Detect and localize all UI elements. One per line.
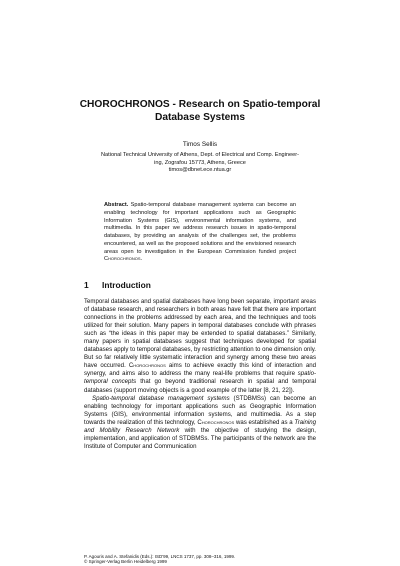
abstract-label: Abstract.	[104, 202, 129, 208]
citation-line-1: P. Agouris and A. Stefanidis (Eds.): ISD'99, LNCS 1737, pp. 308–316, 1999.	[84, 554, 236, 559]
body-p2-emphasis-2: Training and Mobility Research Network	[84, 418, 316, 434]
body-p1-emphasis: spatio-temporal concepts	[84, 370, 316, 386]
body-p1-text-c: that go beyond traditional research in spatial and temporal databases (support moving objects is a good example of the latter [8, 21, 22]).	[84, 378, 316, 394]
body-p2-text-a: (STDBMSs) can become an enabling technology for important applications such as Geographic Information Systems (GIS), environmental information systems, and multimedia. As a step towards the realization of this technology,	[84, 394, 316, 426]
section-number: 1	[84, 280, 89, 290]
abstract-text: Spatio-temporal database management systems can become an enabling technology for important applications such as Geographic Information Systems (GIS), environmental information systems, and multimedia. In this paper we address research issues in spatio-temporal databases, by providing an analysis of the challenges set, the problems encountered, as well as the proposed solutions and the envisioned research areas open to investigation in the European Commission funded project	[104, 202, 296, 255]
affiliation-line-2: ing, Zografou 15773, Athens, Greece	[154, 159, 246, 166]
body-p2-text-c: with the objective of studying the design, implementation, and application of STDBMSs. The participants of the network are the Institute of Computer and Communication	[84, 426, 316, 450]
copyright-line: © Springer-Verlag Berlin Heidelberg 1999	[84, 559, 167, 565]
citation-footer	[84, 554, 316, 565]
body-p2-text-b: was established as a	[234, 418, 295, 426]
abstract	[104, 202, 296, 264]
author-name: Timos Sellis	[182, 141, 218, 148]
abstract-end: .	[140, 256, 143, 263]
section-heading	[84, 280, 151, 290]
paper-title	[60, 98, 340, 124]
body-p1-text-a: Temporal databases and spatial databases have long been separate, important areas of database research, and researchers in both areas have felt that there are important connections in the problems addressed by each area, and the techniques and tools utilized for their solution. Many papers in temporal databases conclude with phrases such as “the ideas in this paper may be extended to spatial databases.” Similarly, many papers in spatial databases suggest that techniques developed for spatial databases apply to temporal databases, by restricting attention to one dimension only. But so far relatively little systematic interaction and synergy among these two areas have occurred.	[84, 298, 316, 370]
section-title: Introduction	[102, 280, 151, 290]
body-paragraph-2	[84, 395, 316, 451]
body-paragraph-1	[84, 298, 316, 395]
body-p1-text-b: aims to achieve exactly this kind of interaction and synergy, and aims also to address the many real-life problems that require	[84, 362, 316, 378]
affiliation-line-1: National Technical University of Athens, Dept. of Electrical and Comp. Engineer-	[101, 152, 299, 158]
paper-title-line-1: CHOROCHRONOS - Research on Spatio-temporal	[79, 99, 321, 110]
body-p2-project-name: Chorochronos	[197, 418, 235, 426]
body-p1-project-name: Chorochronos	[128, 362, 166, 370]
author-email: timos@dbnet.ece.ntua.gr	[168, 167, 232, 174]
body-p2-emphasis-1: Spatio-temporal database management systems	[92, 394, 230, 402]
abstract-project-name: Chorochronos	[104, 256, 141, 263]
author-affiliation	[92, 152, 308, 175]
body-text	[84, 298, 316, 451]
paper-title-line-2: Database Systems	[154, 112, 246, 123]
